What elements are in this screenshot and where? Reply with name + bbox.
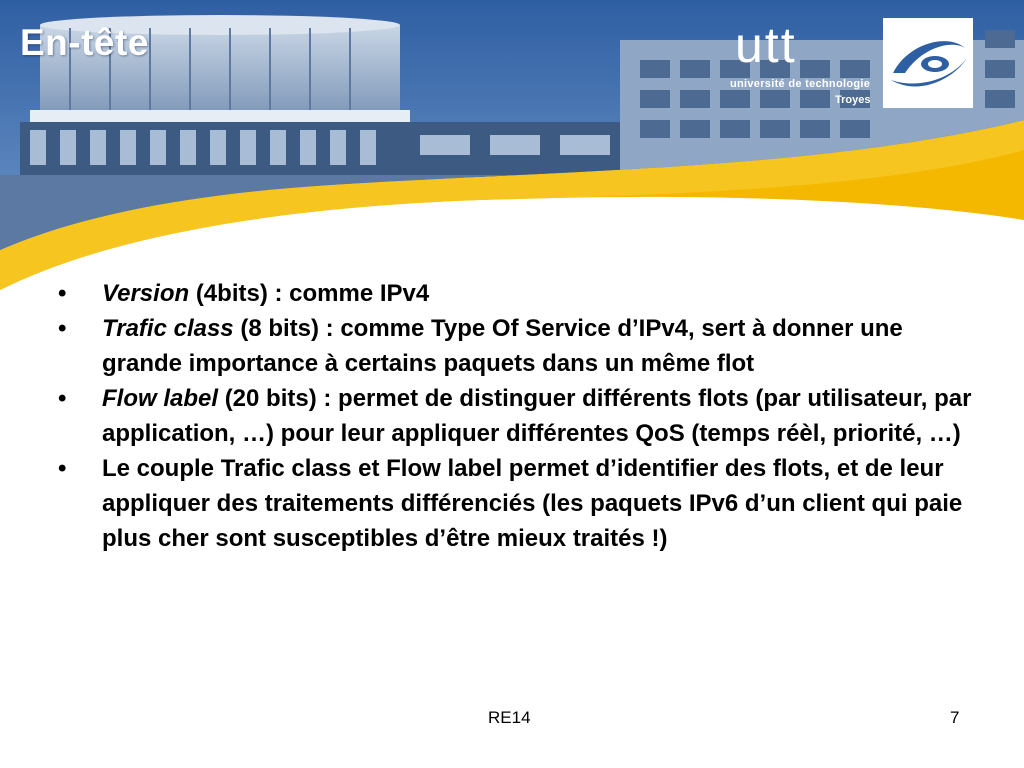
logo-wordmark: utt [735, 17, 797, 73]
desc-couple: Le couple Trafic class et Flow label permet d’identifier des flots, et de leur appliquer des traitements différenciés (les paquets IPv6 d’un client qui paie plus cher sont susceptibles d’être mieux traités !) [102, 455, 963, 552]
desc-version: (4bits) : comme IPv4 [195, 280, 430, 307]
term-flow-label: Flow label [102, 385, 219, 412]
bullet-flow-label [58, 381, 978, 451]
logo-mark-icon [883, 18, 973, 108]
logo-subtitle: université de technologie [730, 78, 871, 90]
footer-page-number: 7 [950, 708, 960, 727]
bullet-couple [58, 451, 978, 556]
logo-city: Troyes [835, 94, 871, 106]
bullet-trafic-class [58, 311, 978, 381]
term-version: Version [102, 280, 190, 307]
footer-course: RE14 [488, 708, 531, 727]
bullet-version [58, 276, 978, 311]
desc-flow-label: (20 bits) : permet de distinguer différents flots (par utilisateur, par application, …) pour leur appliquer différentes QoS (temps réèl, priorité, …) [102, 385, 972, 447]
bullet-list [58, 276, 978, 556]
term-trafic-class: Trafic class [102, 315, 234, 342]
page-title: En-tête [20, 22, 149, 63]
utt-logo [725, 16, 975, 110]
header-banner [0, 0, 1024, 290]
desc-trafic-class: (8 bits) : comme Type Of Service d’IPv4, sert à donner une grande importance à certains paquets dans un même flot [102, 315, 903, 377]
